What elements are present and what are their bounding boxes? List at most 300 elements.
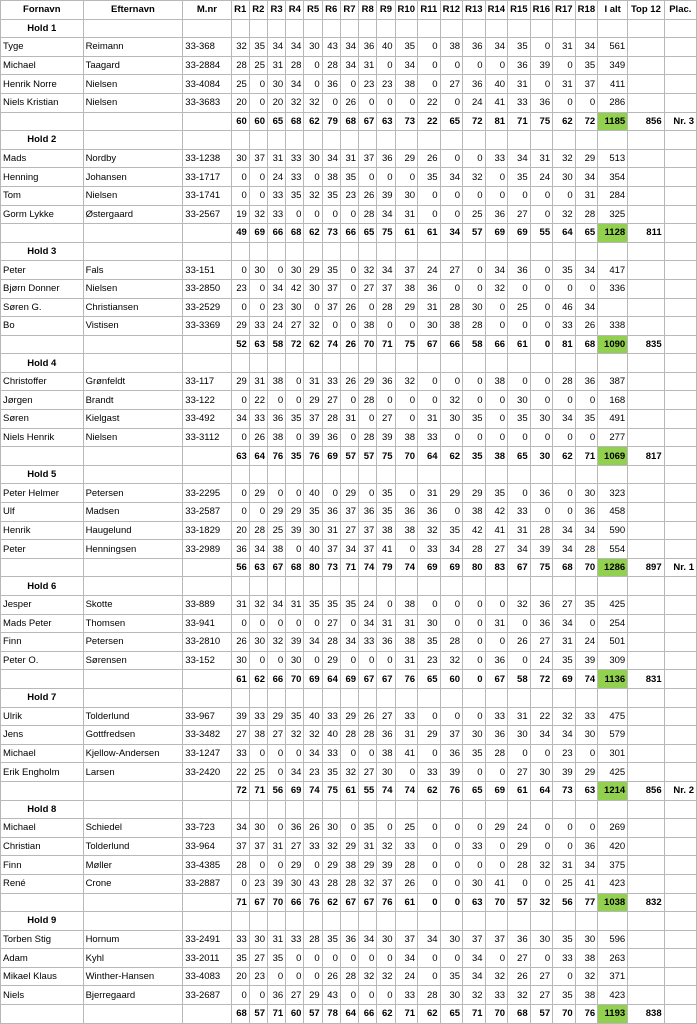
round-score: 0: [304, 298, 322, 317]
round-score: 34: [231, 410, 249, 429]
group-sum-row: [1, 447, 697, 466]
empty-cell: [304, 912, 322, 931]
round-score: 34: [340, 56, 358, 75]
empty-cell: [322, 577, 340, 596]
round-sum: 67: [508, 558, 531, 577]
player-row: [1, 819, 697, 838]
empty-cell: [463, 800, 486, 819]
round-score: 0: [418, 874, 441, 893]
player-total: 263: [598, 949, 628, 968]
round-score: 0: [377, 819, 395, 838]
round-score: 27: [530, 633, 553, 652]
empty-cell: [664, 93, 696, 112]
empty-cell: [395, 465, 418, 484]
empty-cell: [664, 38, 696, 57]
round-score: 0: [463, 819, 486, 838]
member-number: 33-3369: [183, 317, 231, 336]
round-sum: 71: [377, 335, 395, 354]
empty-cell: [183, 335, 231, 354]
round-sum: 64: [418, 447, 441, 466]
last-name: Christiansen: [83, 298, 183, 317]
round-score: 0: [267, 391, 285, 410]
round-score: 31: [377, 614, 395, 633]
member-number: 33-1247: [183, 744, 231, 763]
empty-cell: [628, 391, 664, 410]
round-sum: 79: [322, 112, 340, 131]
round-score: 0: [575, 93, 598, 112]
group-sum-row: [1, 670, 697, 689]
round-score: 32: [575, 967, 598, 986]
empty-cell: [83, 912, 183, 931]
empty-cell: [664, 372, 696, 391]
round-score: 0: [530, 75, 553, 94]
round-score: 31: [359, 837, 377, 856]
round-score: 0: [377, 651, 395, 670]
round-score: 35: [249, 38, 267, 57]
round-score: 28: [231, 56, 249, 75]
round-score: 36: [377, 726, 395, 745]
round-score: 0: [575, 744, 598, 763]
empty-cell: [485, 465, 508, 484]
round-score: 30: [463, 726, 486, 745]
round-score: 38: [440, 38, 463, 57]
round-score: 30: [440, 410, 463, 429]
empty-cell: [286, 465, 304, 484]
empty-cell: [304, 800, 322, 819]
round-score: 24: [575, 633, 598, 652]
round-score: 0: [231, 428, 249, 447]
player-row: [1, 75, 697, 94]
round-score: 31: [359, 56, 377, 75]
round-score: 37: [322, 298, 340, 317]
empty-cell: [664, 131, 696, 150]
empty-cell: [359, 912, 377, 931]
round-score: 25: [508, 298, 531, 317]
first-name: Henning: [1, 168, 84, 187]
round-score: 0: [463, 651, 486, 670]
header-row: [1, 1, 697, 20]
empty-cell: [304, 131, 322, 150]
round-score: 0: [340, 986, 358, 1005]
player-total: 579: [598, 726, 628, 745]
empty-cell: [249, 912, 267, 931]
round-score: 0: [530, 186, 553, 205]
round-score: 19: [231, 205, 249, 224]
round-score: 0: [286, 391, 304, 410]
round-score: 0: [530, 298, 553, 317]
round-score: 31: [508, 521, 531, 540]
empty-cell: [485, 19, 508, 38]
round-score: 30: [530, 930, 553, 949]
round-score: 34: [575, 261, 598, 280]
round-score: 36: [322, 428, 340, 447]
round-score: 37: [485, 930, 508, 949]
round-score: 0: [359, 168, 377, 187]
round-score: 34: [359, 930, 377, 949]
last-name: Haugelund: [83, 521, 183, 540]
round-score: 41: [377, 540, 395, 559]
round-score: 0: [286, 744, 304, 763]
round-score: 41: [485, 874, 508, 893]
round-sum: 0: [440, 893, 463, 912]
empty-cell: [553, 242, 576, 261]
round-score: 34: [575, 38, 598, 57]
first-name: Søren: [1, 410, 84, 429]
round-score: 0: [418, 819, 441, 838]
round-score: 31: [340, 410, 358, 429]
member-number: 33-2850: [183, 279, 231, 298]
member-number: 33-2011: [183, 949, 231, 968]
empty-cell: [440, 912, 463, 931]
first-name: Erik Engholm: [1, 763, 84, 782]
empty-cell: [664, 75, 696, 94]
empty-cell: [418, 465, 441, 484]
column-header: R16: [530, 1, 553, 20]
round-score: 27: [440, 261, 463, 280]
round-score: 23: [249, 967, 267, 986]
round-sum: 32: [530, 893, 553, 912]
empty-cell: [267, 242, 285, 261]
empty-cell: [664, 856, 696, 875]
round-score: 30: [286, 874, 304, 893]
group-total: 1069: [598, 447, 628, 466]
round-score: 39: [553, 763, 576, 782]
empty-cell: [286, 800, 304, 819]
round-sum: 58: [463, 335, 486, 354]
empty-cell: [553, 800, 576, 819]
player-row: [1, 56, 697, 75]
empty-cell: [83, 670, 183, 689]
round-score: 35: [463, 410, 486, 429]
last-name: Brandt: [83, 391, 183, 410]
empty-cell: [249, 465, 267, 484]
round-score: 0: [231, 186, 249, 205]
round-sum: 0: [418, 893, 441, 912]
round-score: 35: [322, 930, 340, 949]
round-score: 0: [340, 651, 358, 670]
round-score: 0: [340, 614, 358, 633]
round-sum: 76: [440, 781, 463, 800]
last-name: Bjerregaard: [83, 986, 183, 1005]
round-score: 33: [231, 930, 249, 949]
empty-cell: [508, 800, 531, 819]
round-score: 31: [267, 930, 285, 949]
round-sum: 75: [530, 558, 553, 577]
empty-cell: [83, 112, 183, 131]
empty-cell: [440, 465, 463, 484]
round-sum: 70: [485, 893, 508, 912]
round-sum: 74: [395, 781, 418, 800]
round-score: 27: [440, 75, 463, 94]
empty-cell: [286, 354, 304, 373]
player-row: [1, 484, 697, 503]
empty-cell: [183, 558, 231, 577]
column-header: R4: [286, 1, 304, 20]
member-number: 33-2295: [183, 484, 231, 503]
round-score: 35: [553, 986, 576, 1005]
round-score: 31: [418, 484, 441, 503]
empty-cell: [359, 242, 377, 261]
round-score: 32: [553, 149, 576, 168]
last-name: Møller: [83, 856, 183, 875]
round-sum: 66: [359, 1005, 377, 1024]
empty-cell: [575, 577, 598, 596]
member-number: 33-2567: [183, 205, 231, 224]
empty-cell: [575, 131, 598, 150]
empty-cell: [1, 224, 84, 243]
last-name: Hornum: [83, 930, 183, 949]
player-row: [1, 149, 697, 168]
round-score: 38: [395, 428, 418, 447]
empty-cell: [418, 912, 441, 931]
round-score: 0: [463, 707, 486, 726]
round-score: 0: [508, 484, 531, 503]
round-score: 37: [575, 75, 598, 94]
column-header: R17: [553, 1, 576, 20]
player-total: 323: [598, 484, 628, 503]
round-score: 27: [322, 614, 340, 633]
first-name: Tyge: [1, 38, 84, 57]
round-score: 35: [553, 651, 576, 670]
round-sum: 76: [377, 893, 395, 912]
round-score: 23: [304, 763, 322, 782]
empty-cell: [553, 688, 576, 707]
placement: [664, 1005, 696, 1024]
column-header: I alt: [598, 1, 628, 20]
round-sum: 71: [249, 781, 267, 800]
group-sum-row: [1, 112, 697, 131]
empty-cell: [553, 354, 576, 373]
round-score: 30: [286, 298, 304, 317]
round-sum: 76: [304, 893, 322, 912]
round-sum: 68: [286, 112, 304, 131]
first-name: Michael: [1, 744, 84, 763]
round-score: 32: [267, 633, 285, 652]
round-score: 26: [249, 428, 267, 447]
empty-cell: [664, 837, 696, 856]
round-score: 24: [267, 317, 285, 336]
player-row: [1, 317, 697, 336]
round-score: 0: [249, 503, 267, 522]
empty-cell: [418, 800, 441, 819]
round-score: 22: [530, 707, 553, 726]
round-sum: 72: [530, 670, 553, 689]
empty-cell: [249, 577, 267, 596]
member-number: 33-3112: [183, 428, 231, 447]
round-score: 25: [249, 763, 267, 782]
round-score: 0: [508, 614, 531, 633]
round-score: 35: [231, 949, 249, 968]
round-score: 32: [508, 986, 531, 1005]
group-header-row: [1, 577, 697, 596]
empty-cell: [628, 410, 664, 429]
empty-cell: [664, 168, 696, 187]
round-score: 0: [231, 298, 249, 317]
round-sum: 67: [340, 893, 358, 912]
round-score: 33: [418, 540, 441, 559]
round-score: 0: [530, 819, 553, 838]
round-score: 0: [440, 149, 463, 168]
round-score: 0: [286, 967, 304, 986]
round-score: 0: [322, 317, 340, 336]
round-score: 38: [377, 521, 395, 540]
round-score: 32: [530, 856, 553, 875]
column-header: R1: [231, 1, 249, 20]
round-score: 27: [286, 317, 304, 336]
round-score: 34: [553, 410, 576, 429]
round-sum: 75: [377, 224, 395, 243]
empty-cell: [628, 465, 664, 484]
empty-cell: [440, 19, 463, 38]
round-sum: 66: [286, 893, 304, 912]
empty-cell: [231, 131, 249, 150]
round-score: 0: [249, 186, 267, 205]
empty-cell: [508, 19, 531, 38]
top12-score: 831: [628, 670, 664, 689]
round-score: 0: [267, 819, 285, 838]
round-score: 0: [440, 949, 463, 968]
empty-cell: [183, 781, 231, 800]
round-score: 39: [231, 707, 249, 726]
first-name: Torben Stig: [1, 930, 84, 949]
empty-cell: [340, 19, 358, 38]
empty-cell: [304, 577, 322, 596]
round-score: 0: [249, 651, 267, 670]
empty-cell: [664, 428, 696, 447]
round-sum: 63: [231, 447, 249, 466]
empty-cell: [395, 19, 418, 38]
empty-cell: [1, 670, 84, 689]
round-sum: 61: [231, 670, 249, 689]
round-score: 0: [377, 391, 395, 410]
round-score: 34: [395, 56, 418, 75]
round-sum: 35: [286, 447, 304, 466]
round-sum: 72: [286, 335, 304, 354]
round-sum: 65: [418, 670, 441, 689]
empty-cell: [322, 800, 340, 819]
player-row: [1, 967, 697, 986]
column-header: R18: [575, 1, 598, 20]
round-score: 29: [418, 726, 441, 745]
round-score: 0: [530, 391, 553, 410]
round-score: 29: [286, 503, 304, 522]
empty-cell: [1, 335, 84, 354]
empty-cell: [530, 912, 553, 931]
round-score: 0: [322, 484, 340, 503]
round-score: 26: [395, 874, 418, 893]
empty-cell: [322, 131, 340, 150]
group-name: Hold 6: [1, 577, 84, 596]
round-score: 34: [508, 149, 531, 168]
empty-cell: [485, 577, 508, 596]
first-name: Ulrik: [1, 707, 84, 726]
empty-cell: [183, 465, 231, 484]
empty-cell: [530, 577, 553, 596]
first-name: Michael: [1, 56, 84, 75]
round-score: 27: [530, 986, 553, 1005]
round-score: 0: [418, 186, 441, 205]
empty-cell: [183, 893, 231, 912]
round-score: 38: [322, 168, 340, 187]
round-sum: 26: [340, 335, 358, 354]
round-sum: 68: [286, 558, 304, 577]
member-number: 33-2887: [183, 874, 231, 893]
round-sum: 81: [553, 335, 576, 354]
empty-cell: [267, 800, 285, 819]
round-score: 28: [575, 205, 598, 224]
round-sum: 55: [359, 781, 377, 800]
round-score: 29: [463, 484, 486, 503]
first-name: Bjørn Donner: [1, 279, 84, 298]
round-score: 37: [340, 503, 358, 522]
round-score: 0: [440, 614, 463, 633]
round-score: 36: [530, 614, 553, 633]
round-sum: 74: [322, 335, 340, 354]
round-score: 0: [304, 651, 322, 670]
round-sum: 65: [359, 224, 377, 243]
round-sum: 65: [463, 781, 486, 800]
round-score: 31: [395, 726, 418, 745]
empty-cell: [286, 19, 304, 38]
round-sum: 70: [286, 670, 304, 689]
round-sum: 63: [377, 112, 395, 131]
last-name: Nielsen: [83, 279, 183, 298]
round-score: 35: [322, 186, 340, 205]
round-score: 24: [463, 93, 486, 112]
round-score: 30: [440, 986, 463, 1005]
round-score: 34: [553, 521, 576, 540]
empty-cell: [664, 577, 696, 596]
player-total: 309: [598, 651, 628, 670]
round-score: 30: [440, 930, 463, 949]
player-total: 387: [598, 372, 628, 391]
member-number: 33-117: [183, 372, 231, 391]
round-score: 31: [395, 205, 418, 224]
player-total: 458: [598, 503, 628, 522]
last-name: Johansen: [83, 168, 183, 187]
round-score: 0: [418, 56, 441, 75]
round-score: 29: [395, 149, 418, 168]
member-number: 33-1238: [183, 149, 231, 168]
round-score: 34: [463, 967, 486, 986]
empty-cell: [664, 465, 696, 484]
round-score: 31: [267, 837, 285, 856]
round-score: 30: [575, 930, 598, 949]
player-row: [1, 168, 697, 187]
top12-score: 835: [628, 335, 664, 354]
round-score: 0: [440, 279, 463, 298]
round-score: 0: [304, 75, 322, 94]
member-number: 33-2587: [183, 503, 231, 522]
player-total: 284: [598, 186, 628, 205]
round-score: 38: [249, 726, 267, 745]
round-score: 0: [286, 372, 304, 391]
round-sum: 69: [485, 224, 508, 243]
round-score: 33: [418, 763, 441, 782]
last-name: Nielsen: [83, 186, 183, 205]
round-score: 0: [463, 633, 486, 652]
round-score: 33: [286, 168, 304, 187]
round-sum: 70: [553, 1005, 576, 1024]
player-total: 375: [598, 856, 628, 875]
last-name: Gottfredsen: [83, 726, 183, 745]
first-name: Jesper: [1, 596, 84, 615]
column-header: R12: [440, 1, 463, 20]
round-score: 22: [231, 763, 249, 782]
table-body: [1, 19, 697, 1023]
round-score: 0: [249, 856, 267, 875]
round-score: 31: [249, 372, 267, 391]
